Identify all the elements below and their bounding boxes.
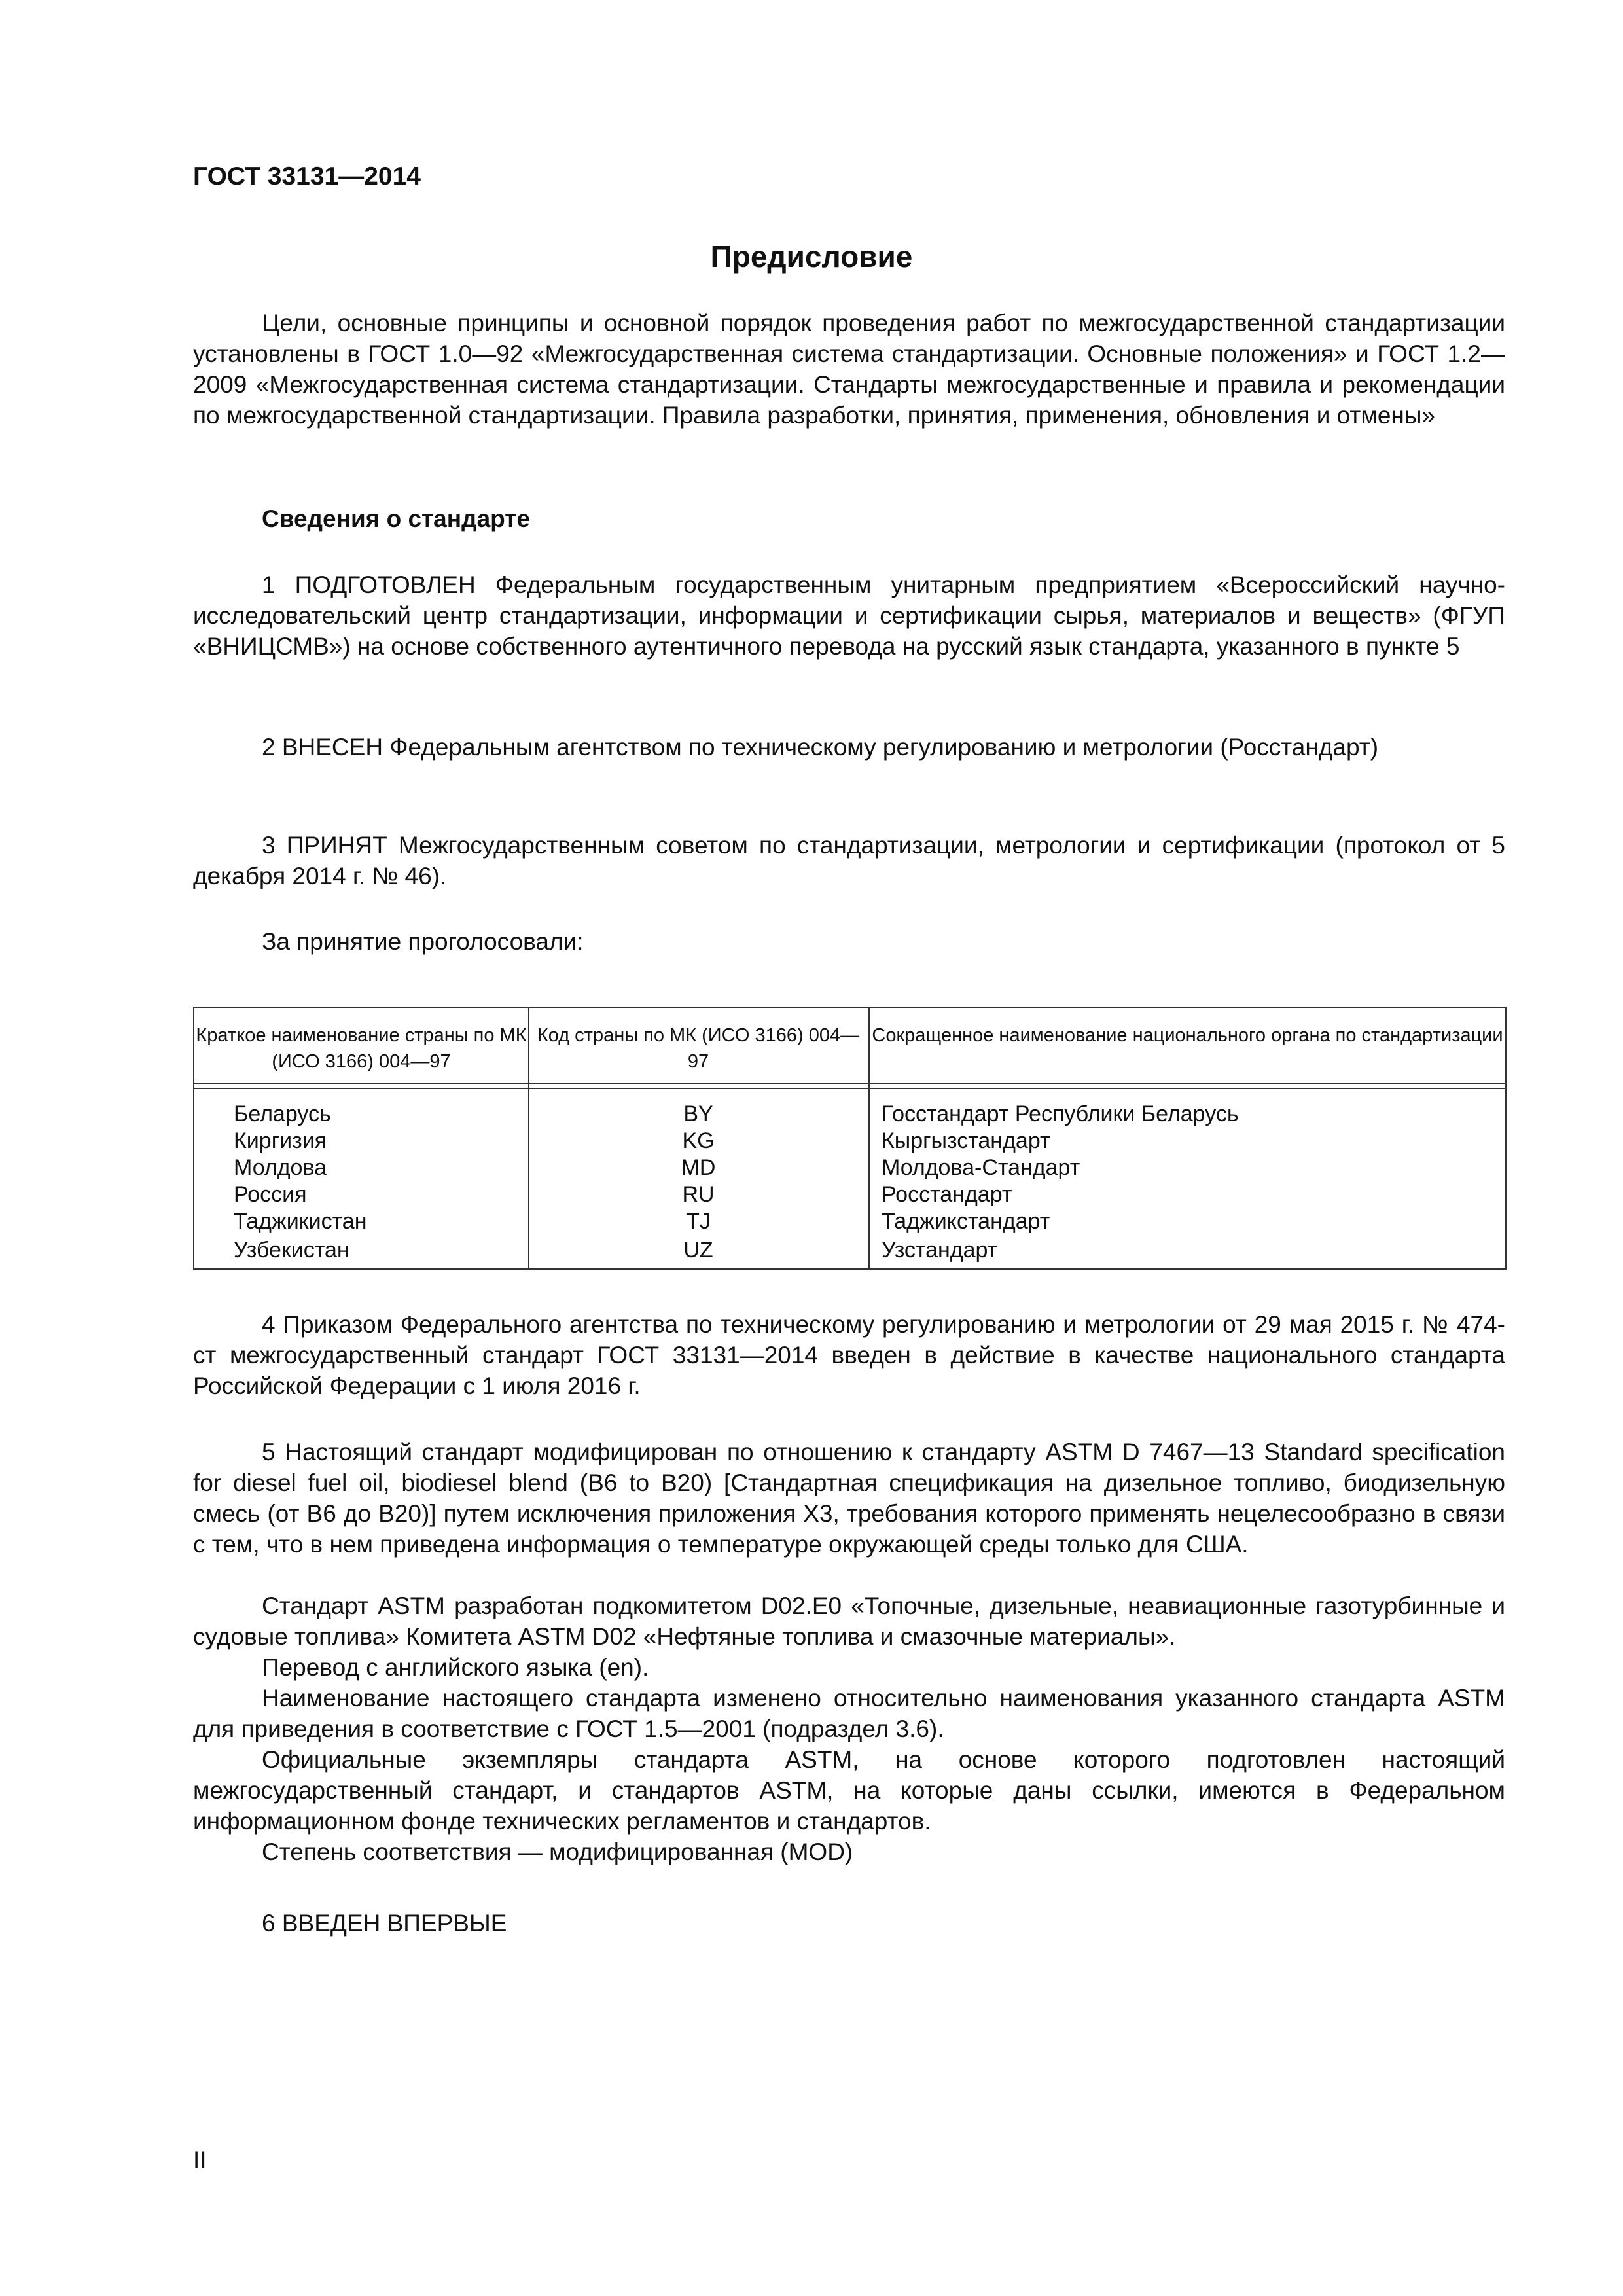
item-5-name-change: Наименование настоящего стандарта изменено относительно наименования указанного стандарта ASTM для приведения в соответствие с ГОСТ 1.5—2001 (подраздел 3.6). xyxy=(193,1685,1505,1742)
item-4-order: 4 Приказом Федерального агентства по техническому регулированию и метрологии от 29 мая 2015 г. № 474-ст межгосударственный стандарт ГОСТ 33131—2014 введен в действие в качестве национального стандарта Российской Федерации с 1 июля 2016 г. xyxy=(193,1311,1505,1399)
item-5-modification: 5 Настоящий стандарт модифицирован по отношению к стандарту ASTM D 7467—13 Standard specification for diesel fuel oil, biodiesel blend (B6 to B20) [Стандартная спецификация на дизельное топливо, биодизельную смесь (от B6 до B20)] путем исключения приложения X3, требования которого применять нецелесообразно в связи с тем, что в нем приведена информация о температуре окружающей среды только для США. xyxy=(193,1439,1505,1558)
item-5-conformity-degree: Степень соответствия — модифицированная (MOD) xyxy=(262,1839,853,1865)
table-cell-country: Беларусь xyxy=(234,1102,331,1126)
table-cell-body: Госстандарт Республики Беларусь xyxy=(882,1102,1239,1126)
vote-label: За принятие проголосовали: xyxy=(262,928,584,955)
table-cell-body: Таджикстандарт xyxy=(882,1209,1050,1234)
table-cell-body: Кыргызстандарт xyxy=(882,1128,1050,1153)
table-cell-code: MD xyxy=(681,1155,716,1180)
voting-table xyxy=(193,1007,1507,1270)
item-5-developer: Стандарт ASTM разработан подкомитетом D02.E0 «Топочные, дизельные, неавиационные газотурбинные и судовые топлива» Комитета ASTM D02 «Нефтяные топлива и смазочные материалы». xyxy=(193,1592,1505,1650)
page-number: II xyxy=(193,2147,207,2174)
table-cell-country: Молдова xyxy=(234,1155,327,1180)
item-6-introduced: 6 ВВЕДЕН ВПЕРВЫЕ xyxy=(262,1910,507,1937)
table-cell-code: TJ xyxy=(686,1209,711,1234)
table-cell-body: Росстандарт xyxy=(882,1182,1012,1207)
table-cell-code: BY xyxy=(683,1102,713,1126)
table-header-body: Сокращенное наименование национального органа по стандартизации xyxy=(872,1025,1503,1046)
info-heading: Сведения о стандарте xyxy=(262,505,530,532)
item-5-official-copies: Официальные экземпляры стандарта ASTM, на основе которого подготовлен настоящий межгосударственный стандарт, и стандартов ASTM, на которые даны ссылки, имеются в Федеральном информационном фонде технических регламентов и стандартов. xyxy=(193,1746,1505,1835)
intro-paragraph: Цели, основные принципы и основной порядок проведения работ по межгосударственной стандартизации установлены в ГОСТ 1.0—92 «Межгосударственная система стандартизации. Основные положения» и ГОСТ 1.2—2009 «Межгосударственная система стандартизации. Стандарты межгосударственные и правила и рекомендации по межгосударственной стандартизации. Правила разработки, принятия, применения, обновления и отмены» xyxy=(193,310,1505,429)
table-header-code: Код страны по МК (ИСО 3166) 004—97 xyxy=(537,1025,860,1072)
table-header-country: Краткое наименование страны по МК (ИСО 3166) 004—97 xyxy=(196,1025,527,1072)
table-cell-code: RU xyxy=(682,1182,715,1207)
table-cell-body: Узстандарт xyxy=(882,1238,998,1263)
item-5-translation: Перевод с английского языка (en). xyxy=(262,1654,649,1681)
table-cell-code: KG xyxy=(682,1128,715,1153)
table-cell-country: Узбекистан xyxy=(234,1238,349,1263)
page-title: Предисловие xyxy=(710,240,913,274)
item-1-prepared: 1 ПОДГОТОВЛЕН Федеральным государственным унитарным предприятием «Всероссийский научно-исследовательский центр стандартизации, информации и сертификации сырья, материалов и веществ» (ФГУП «ВНИЦСМВ») на основе собственного аутентичного перевода на русский язык стандарта, указанного в пункте 5 xyxy=(193,571,1505,660)
item-3-adopted: 3 ПРИНЯТ Межгосударственным советом по стандартизации, метрологии и сертификации (протокол от 5 декабря 2014 г. № 46). xyxy=(193,832,1505,889)
document-code: ГОСТ 33131—2014 xyxy=(193,162,421,190)
table-cell-country: Таджикистан xyxy=(234,1209,367,1234)
table-cell-country: Россия xyxy=(234,1182,307,1207)
table-cell-code: UZ xyxy=(683,1238,713,1263)
table-cell-body: Молдова-Стандарт xyxy=(882,1155,1080,1180)
table-cell-country: Киргизия xyxy=(234,1128,327,1153)
item-2-submitted: 2 ВНЕСЕН Федеральным агентством по техническому регулированию и метрологии (Росстандарт) xyxy=(262,734,1379,761)
